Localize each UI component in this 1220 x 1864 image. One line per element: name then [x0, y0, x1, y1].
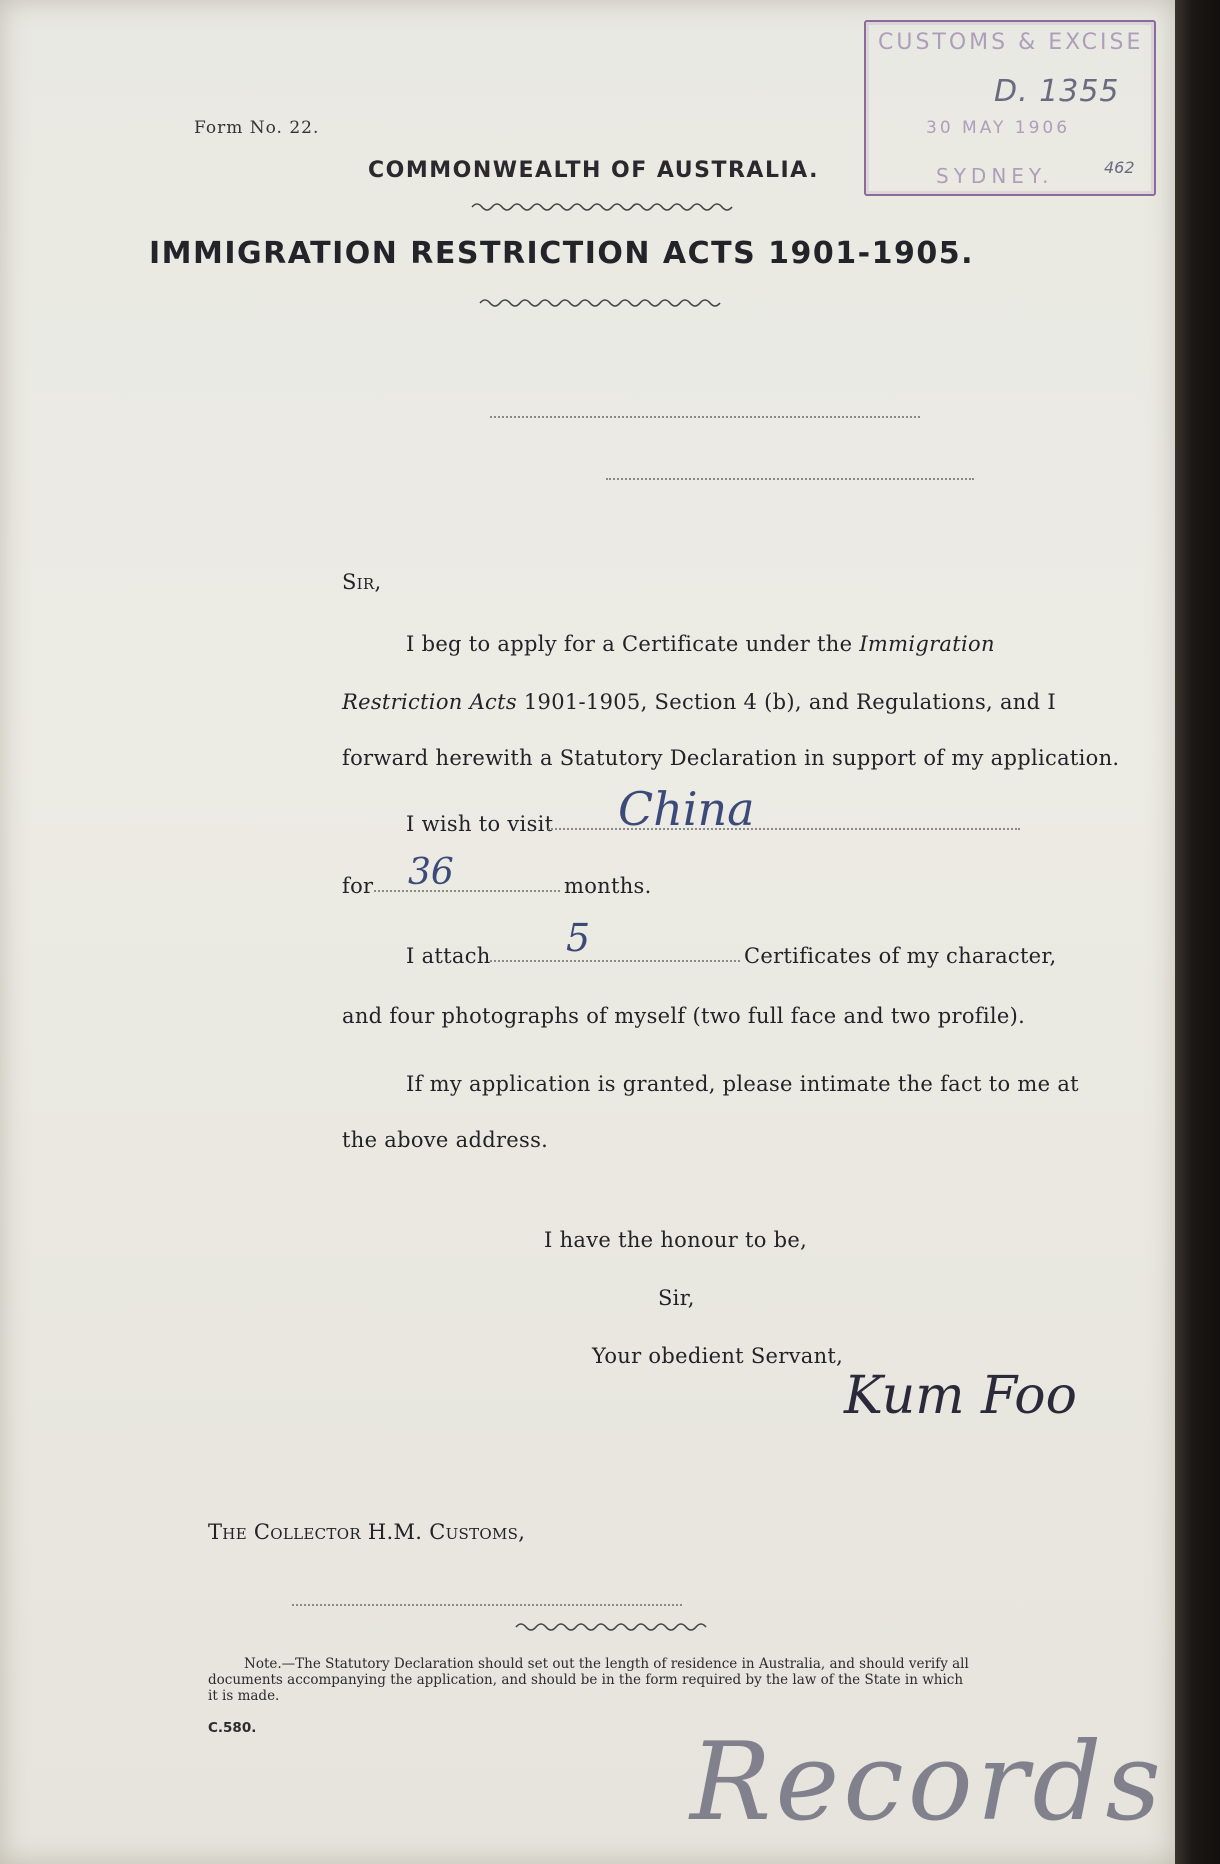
attach-field-line	[490, 960, 740, 962]
paragraph-line-1-italic: Immigration	[859, 632, 995, 656]
signature: Kum Foo	[844, 1366, 1077, 1426]
stamp-ref-number: 462	[1104, 158, 1135, 177]
granted-line-1: If my application is granted, please intimate the fact to me at	[406, 1072, 1079, 1096]
stamp-date: 30 MAY 1906	[926, 118, 1071, 138]
months-field-line	[374, 890, 560, 892]
paragraph-line-1-text: I beg to apply for a Certificate under the	[406, 632, 860, 656]
for-label: for	[342, 874, 374, 898]
records-annotation: Records	[690, 1720, 1165, 1845]
attach-label: I attach	[406, 944, 491, 968]
ornament-title	[478, 296, 728, 310]
form-number: Form No. 22.	[194, 118, 320, 138]
closing-honour: I have the honour to be,	[544, 1228, 808, 1252]
visit-field-value: China	[618, 782, 755, 836]
ornament-bottom	[514, 1620, 714, 1634]
stamp-number: D. 1355	[994, 74, 1120, 109]
ornament-top	[470, 200, 760, 214]
visit-label: I wish to visit	[406, 812, 554, 836]
page-edge	[1175, 0, 1220, 1864]
commonwealth-heading: COMMONWEALTH OF AUSTRALIA.	[368, 158, 819, 183]
addressee-line	[292, 1604, 682, 1606]
paragraph-line-2	[342, 690, 1056, 714]
certificates-label: Certificates of my character,	[744, 944, 1057, 968]
note-line-2: documents accompanying the application, and should be in the form required by the law of the State in which	[208, 1672, 964, 1688]
stamp-customs-text: CUSTOMS & EXCISE	[878, 30, 1144, 55]
note-line-1: Note.—The Statutory Declaration should set out the length of residence in Australia, and should verify all	[244, 1656, 969, 1672]
document-title: IMMIGRATION RESTRICTION ACTS 1901-1905.	[148, 236, 975, 271]
salutation: Sir,	[342, 570, 382, 594]
months-field-value: 36	[408, 852, 454, 893]
photographs-line: and four photographs of myself (two full face and two profile).	[342, 1004, 1026, 1028]
paragraph-line-1	[406, 632, 995, 656]
paragraph-line-3: forward herewith a Statutory Declaration in support of my application.	[342, 746, 1120, 770]
granted-line-2: the above address.	[342, 1128, 549, 1152]
paragraph-line-2-italic: Restriction Acts	[342, 690, 517, 714]
address-line-1	[490, 416, 920, 418]
note-line-3: it is made.	[208, 1688, 280, 1704]
stamp-city: SYDNEY.	[936, 164, 1054, 188]
closing-servant: Your obedient Servant,	[592, 1344, 844, 1368]
attach-field-value: 5	[566, 916, 591, 960]
address-line-2	[606, 478, 974, 480]
customs-stamp	[864, 20, 1156, 196]
paragraph-line-2-text: 1901-1905, Section 4 (b), and Regulations, and I	[516, 690, 1056, 714]
months-label: months.	[564, 874, 652, 898]
closing-sir: Sir,	[658, 1286, 695, 1310]
addressee: The Collector H.M. Customs,	[208, 1520, 526, 1544]
print-code: C.580.	[208, 1720, 257, 1736]
